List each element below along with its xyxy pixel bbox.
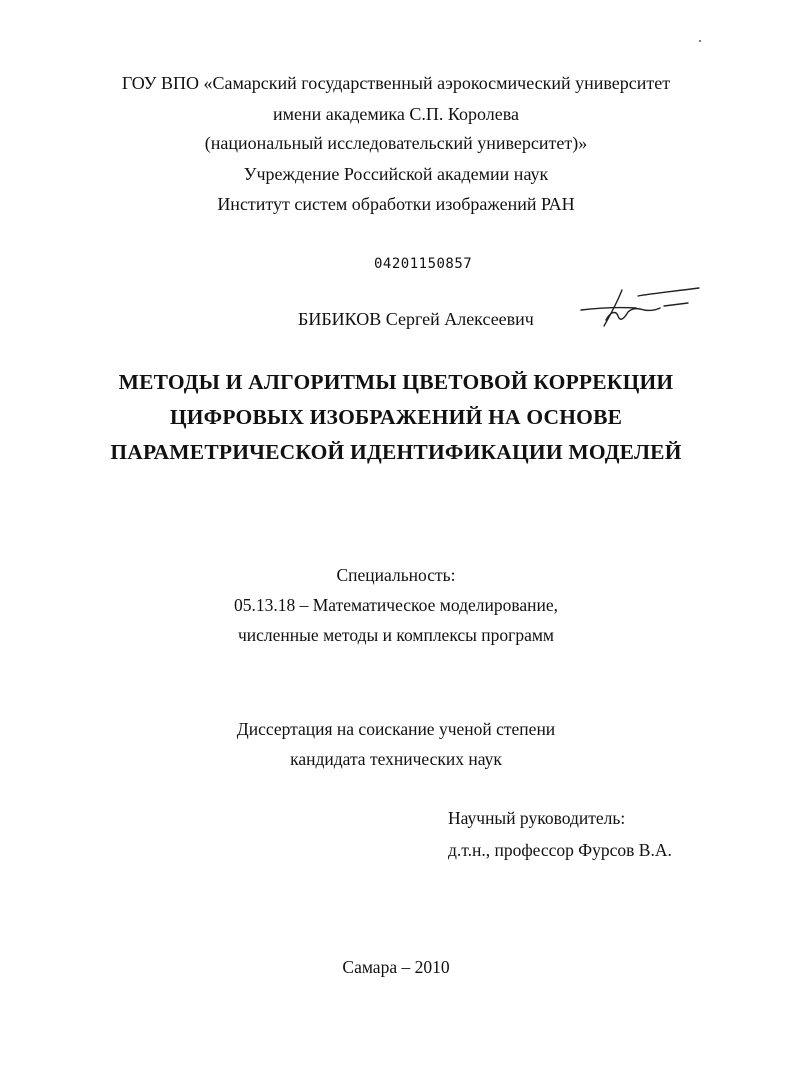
institution-line-3: (национальный исследовательский университет)» — [204, 133, 588, 153]
thesis-title-line-1: МЕТОДЫ И АЛГОРИТМЫ ЦВЕТОВОЙ КОРРЕКЦИИ — [118, 370, 674, 394]
thesis-title-line-3: ПАРАМЕТРИЧЕСКОЙ ИДЕНТИФИКАЦИИ МОДЕЛЕЙ — [110, 440, 682, 464]
institution-line-5: Институт систем обработки изображений РАН — [217, 194, 575, 214]
specialty-line-1: 05.13.18 – Математическое моделирование, — [233, 595, 559, 615]
thesis-title-line-2: ЦИФРОВЫХ ИЗОБРАЖЕНИЙ НА ОСНОВЕ — [169, 405, 623, 429]
degree-line-1: Диссертация на соискание ученой степени — [236, 719, 556, 739]
author-signature — [578, 286, 702, 332]
supervisor-name: д.т.н., профессор Фурсов В.А. — [448, 840, 672, 860]
place-year: Самара – 2010 — [342, 957, 450, 977]
institution-line-4: Учреждение Российской академии наук — [243, 164, 549, 184]
specialty-label: Специальность: — [336, 565, 456, 585]
author-name: БИБИКОВ Сергей Алексеевич — [298, 309, 534, 329]
institution-line-1: ГОУ ВПО «Самарский государственный аэрокосмический университет — [121, 73, 671, 93]
degree-line-2: кандидата технических наук — [290, 749, 502, 769]
specialty-line-2: численные методы и комплексы программ — [238, 625, 554, 645]
supervisor-label: Научный руководитель: — [448, 808, 626, 828]
institution-line-2: имени академика С.П. Королева — [273, 104, 519, 124]
scan-speck — [699, 40, 701, 42]
catalog-number: 04201150857 — [374, 256, 473, 272]
